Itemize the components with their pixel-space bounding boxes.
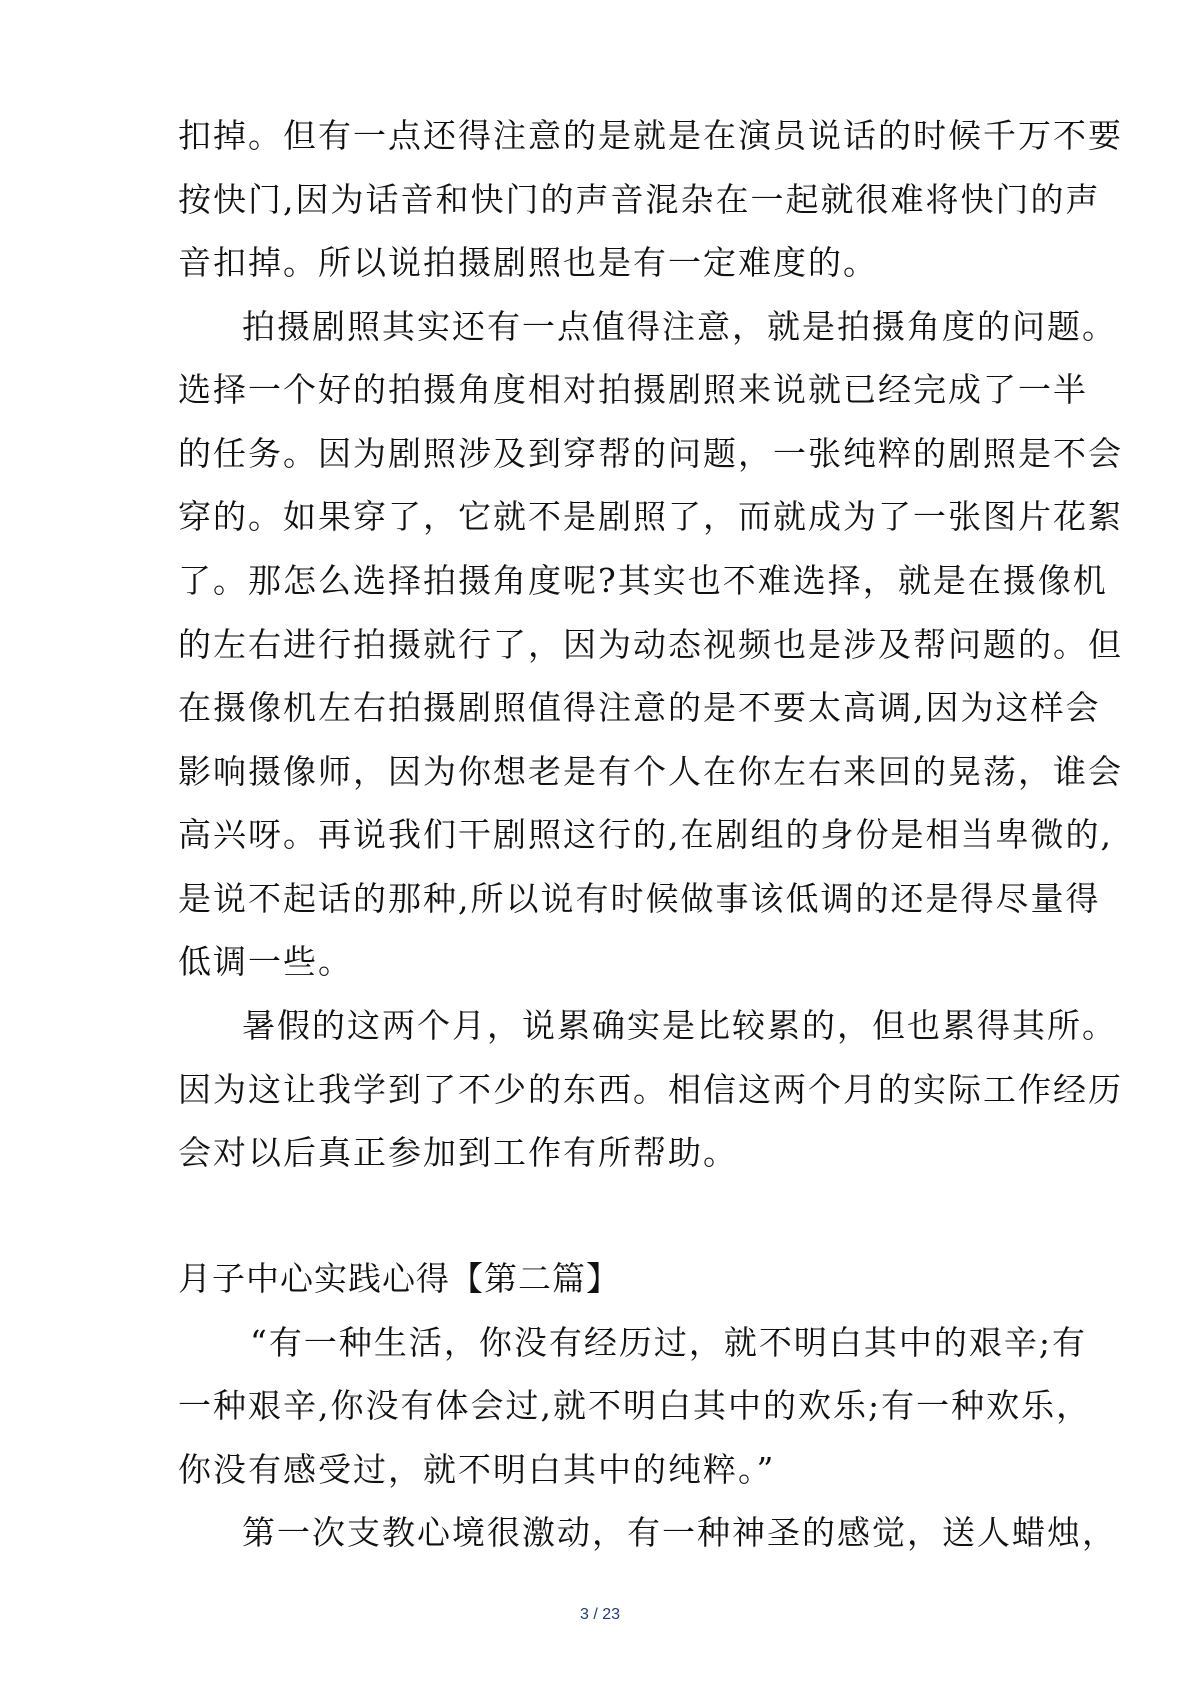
paragraph-2-line-1: 拍摄剧照其实还有一点值得注意，就是拍摄角度的问题。 [242,307,1117,346]
paragraph-2-line-6: 的左右进行拍摄就行了，因为动态视频也是涉及帮问题的。但 [178,625,1123,664]
quote-line-2: 一种艰辛,你没有体会过,就不明白其中的欢乐;有一种欢乐， [178,1386,1092,1425]
paragraph-4-line-1: 第一次支教心境很激动，有一种神圣的感觉，送人蜡烛， [242,1513,1117,1552]
paragraph-2-line-7: 在摄像机左右拍摄剧照值得注意的是不要太高调,因为这样会 [178,688,1101,727]
paragraph-2-line-2: 选择一个好的拍摄角度相对拍摄剧照来说就已经完成了一半 [178,370,1088,409]
paragraph-3-line-2: 因为这让我学到了不少的东西。相信这两个月的实际工作经历 [178,1070,1123,1109]
paragraph-2-line-3: 的任务。因为剧照涉及到穿帮的问题，一张纯粹的剧照是不会 [178,434,1123,473]
quote-line-3: 你没有感受过，就不明白其中的纯粹。” [178,1450,776,1489]
paragraph-2-line-4: 穿的。如果穿了，它就不是剧照了，而就成为了一张图片花絮 [178,497,1123,536]
section-heading: 月子中心实践心得【第二篇】 [178,1259,620,1298]
paragraph-1-line-3: 音扣掉。所以说拍摄剧照也是有一定难度的。 [178,243,878,282]
page-number: 3 / 23 [579,1606,621,1623]
paragraph-2-line-5: 了。那怎么选择拍摄角度呢?其实也不难选择，就是在摄像机 [178,561,1108,600]
quote-line-1: “有一种生活，你没有经历过，就不明白其中的艰辛;有 [250,1323,1087,1362]
paragraph-3-line-3: 会对以后真正参加到工作有所帮助。 [178,1133,738,1172]
paragraph-2-line-9: 高兴呀。再说我们干剧照这行的,在剧组的身份是相当卑微的, [178,815,1113,854]
paragraph-2-line-10: 是说不起话的那种,所以说有时候做事该低调的还是得尽量得 [178,879,1101,918]
paragraph-2-line-11: 低调一些。 [178,942,353,981]
paragraph-1-line-1: 扣掉。但有一点还得注意的是就是在演员说话的时候千万不要 [178,116,1123,155]
paragraph-1-line-2: 按快门,因为话音和快门的声音混杂在一起就很难将快门的声 [178,180,1101,219]
paragraph-3-line-1: 暑假的这两个月，说累确实是比较累的，但也累得其所。 [242,1006,1117,1045]
paragraph-2-line-8: 影响摄像师，因为你想老是有个人在你左右来回的晃荡，谁会 [178,752,1123,791]
